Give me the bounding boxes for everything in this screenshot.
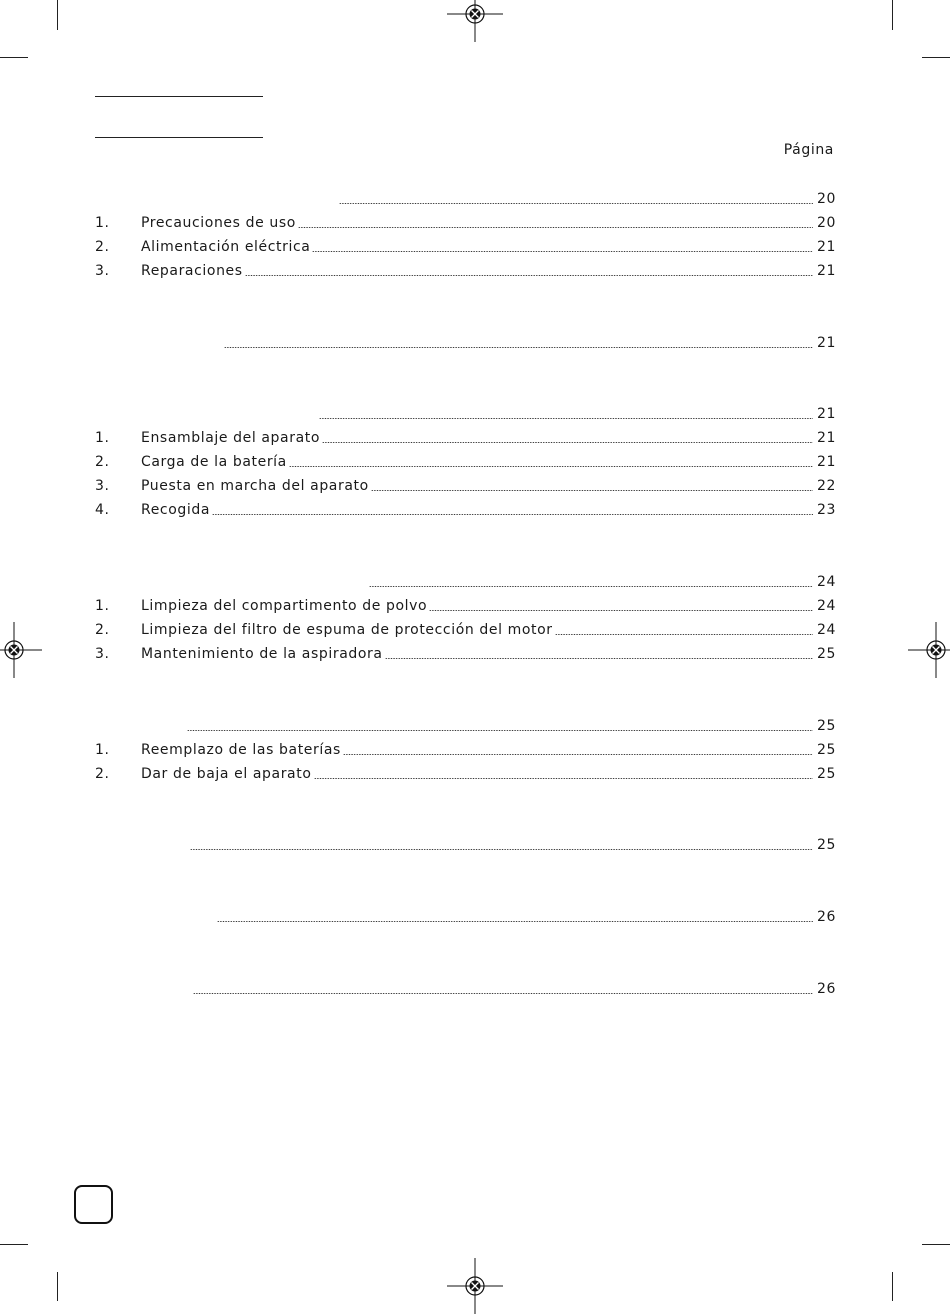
toc-item-label: Precauciones de uso <box>141 215 296 231</box>
toc-page-number: 24 <box>816 574 836 590</box>
dot-leader <box>369 586 813 587</box>
toc-item-label: Puesta en marcha del aparato <box>141 478 369 494</box>
toc-page-number: 23 <box>816 502 836 518</box>
dot-leader <box>555 634 813 635</box>
toc-item-label: Recogida <box>141 502 211 518</box>
toc-item-row[interactable] <box>95 765 836 783</box>
toc-item-label: Mantenimiento de la aspiradora <box>141 646 383 662</box>
dot-leader <box>312 251 813 252</box>
dot-leader <box>289 466 813 467</box>
toc-item-row[interactable] <box>95 645 836 663</box>
title-rule <box>95 96 263 97</box>
crop-mark <box>922 1244 950 1245</box>
toc-page-number: 21 <box>816 335 836 351</box>
toc-item-row[interactable] <box>95 621 836 639</box>
toc-item-number: 4. <box>95 502 110 518</box>
toc-page-number: 21 <box>816 263 836 279</box>
toc-item-label: Reemplazo de las baterías <box>141 742 341 758</box>
dot-leader <box>371 490 813 491</box>
toc-section-row[interactable] <box>95 980 836 998</box>
dot-leader <box>343 754 813 755</box>
toc-item-row[interactable] <box>95 238 836 256</box>
toc-item-number: 3. <box>95 646 110 662</box>
toc-item-row[interactable] <box>95 477 836 495</box>
toc-item-label: Carga de la batería <box>141 454 287 470</box>
toc-page-number: 21 <box>816 454 836 470</box>
crop-mark <box>922 57 950 58</box>
toc-item-row[interactable] <box>95 262 836 280</box>
dot-leader <box>217 921 813 922</box>
toc-item-number: 1. <box>95 215 110 231</box>
crop-mark <box>57 0 58 30</box>
dot-leader <box>314 778 813 779</box>
dot-leader <box>429 610 813 611</box>
toc-section-row[interactable] <box>95 836 836 854</box>
toc-section-row[interactable] <box>95 717 836 735</box>
toc-item-label: Reparaciones <box>141 263 243 279</box>
toc-item-number: 2. <box>95 239 110 255</box>
dot-leader <box>190 849 813 850</box>
title-rule <box>95 137 263 138</box>
toc-section-row[interactable] <box>95 405 836 423</box>
crop-mark <box>892 0 893 30</box>
toc-page-number: 25 <box>816 742 836 758</box>
toc-item-number: 1. <box>95 742 110 758</box>
registration-mark-icon <box>908 622 950 678</box>
crop-mark <box>57 1272 58 1301</box>
dot-leader <box>385 658 813 659</box>
registration-mark-icon <box>447 0 503 42</box>
toc-item-label: Limpieza del compartimento de polvo <box>141 598 428 614</box>
crop-mark <box>892 1272 893 1301</box>
toc-page-number: 21 <box>816 430 836 446</box>
dot-leader <box>187 730 813 731</box>
crop-mark <box>0 1244 28 1245</box>
toc-section-row[interactable] <box>95 334 836 352</box>
toc-page-number: 24 <box>816 622 836 638</box>
toc-item-label: Limpieza del filtro de espuma de protección del motor <box>141 622 553 638</box>
toc-page-number: 25 <box>816 646 836 662</box>
toc-section-row[interactable] <box>95 190 836 208</box>
crop-mark <box>0 57 28 58</box>
toc-item-label: Alimentación eléctrica <box>141 239 311 255</box>
toc-page-number: 20 <box>816 215 836 231</box>
toc-page-number: 22 <box>816 478 836 494</box>
toc-item-number: 2. <box>95 454 110 470</box>
toc-item-row[interactable] <box>95 214 836 232</box>
toc-item-number: 2. <box>95 766 110 782</box>
toc-page-number: 25 <box>816 718 836 734</box>
dot-leader <box>193 993 813 994</box>
toc-page-number: 24 <box>816 598 836 614</box>
dot-leader <box>322 442 813 443</box>
toc-section-row[interactable] <box>95 573 836 591</box>
toc-item-number: 1. <box>95 598 110 614</box>
toc-item-label: Ensamblaje del aparato <box>141 430 321 446</box>
toc-item-row[interactable] <box>95 741 836 759</box>
dot-leader <box>339 203 813 204</box>
registration-mark-icon <box>447 1258 503 1314</box>
toc-page-number: 21 <box>816 406 836 422</box>
page-number-box <box>74 1185 113 1224</box>
toc-page-number: 25 <box>816 837 836 853</box>
dot-leader <box>224 347 813 348</box>
toc-item-label: Dar de baja el aparato <box>141 766 312 782</box>
toc-section-row[interactable] <box>95 908 836 926</box>
dot-leader <box>212 514 813 515</box>
page-column-heading: Página <box>783 142 834 158</box>
toc-item-number: 2. <box>95 622 110 638</box>
toc-item-number: 3. <box>95 263 110 279</box>
toc-page-number: 26 <box>816 909 836 925</box>
toc-page-number: 25 <box>816 766 836 782</box>
toc-item-row[interactable] <box>95 501 836 519</box>
toc-page-number: 26 <box>816 981 836 997</box>
dot-leader <box>298 227 813 228</box>
dot-leader <box>319 418 813 419</box>
dot-leader <box>245 275 813 276</box>
toc-item-number: 1. <box>95 430 110 446</box>
toc-page-number: 20 <box>816 191 836 207</box>
toc-item-row[interactable] <box>95 429 836 447</box>
toc-page-number: 21 <box>816 239 836 255</box>
toc-item-row[interactable] <box>95 597 836 615</box>
registration-mark-icon <box>0 622 42 678</box>
toc-item-number: 3. <box>95 478 110 494</box>
toc-item-row[interactable] <box>95 453 836 471</box>
